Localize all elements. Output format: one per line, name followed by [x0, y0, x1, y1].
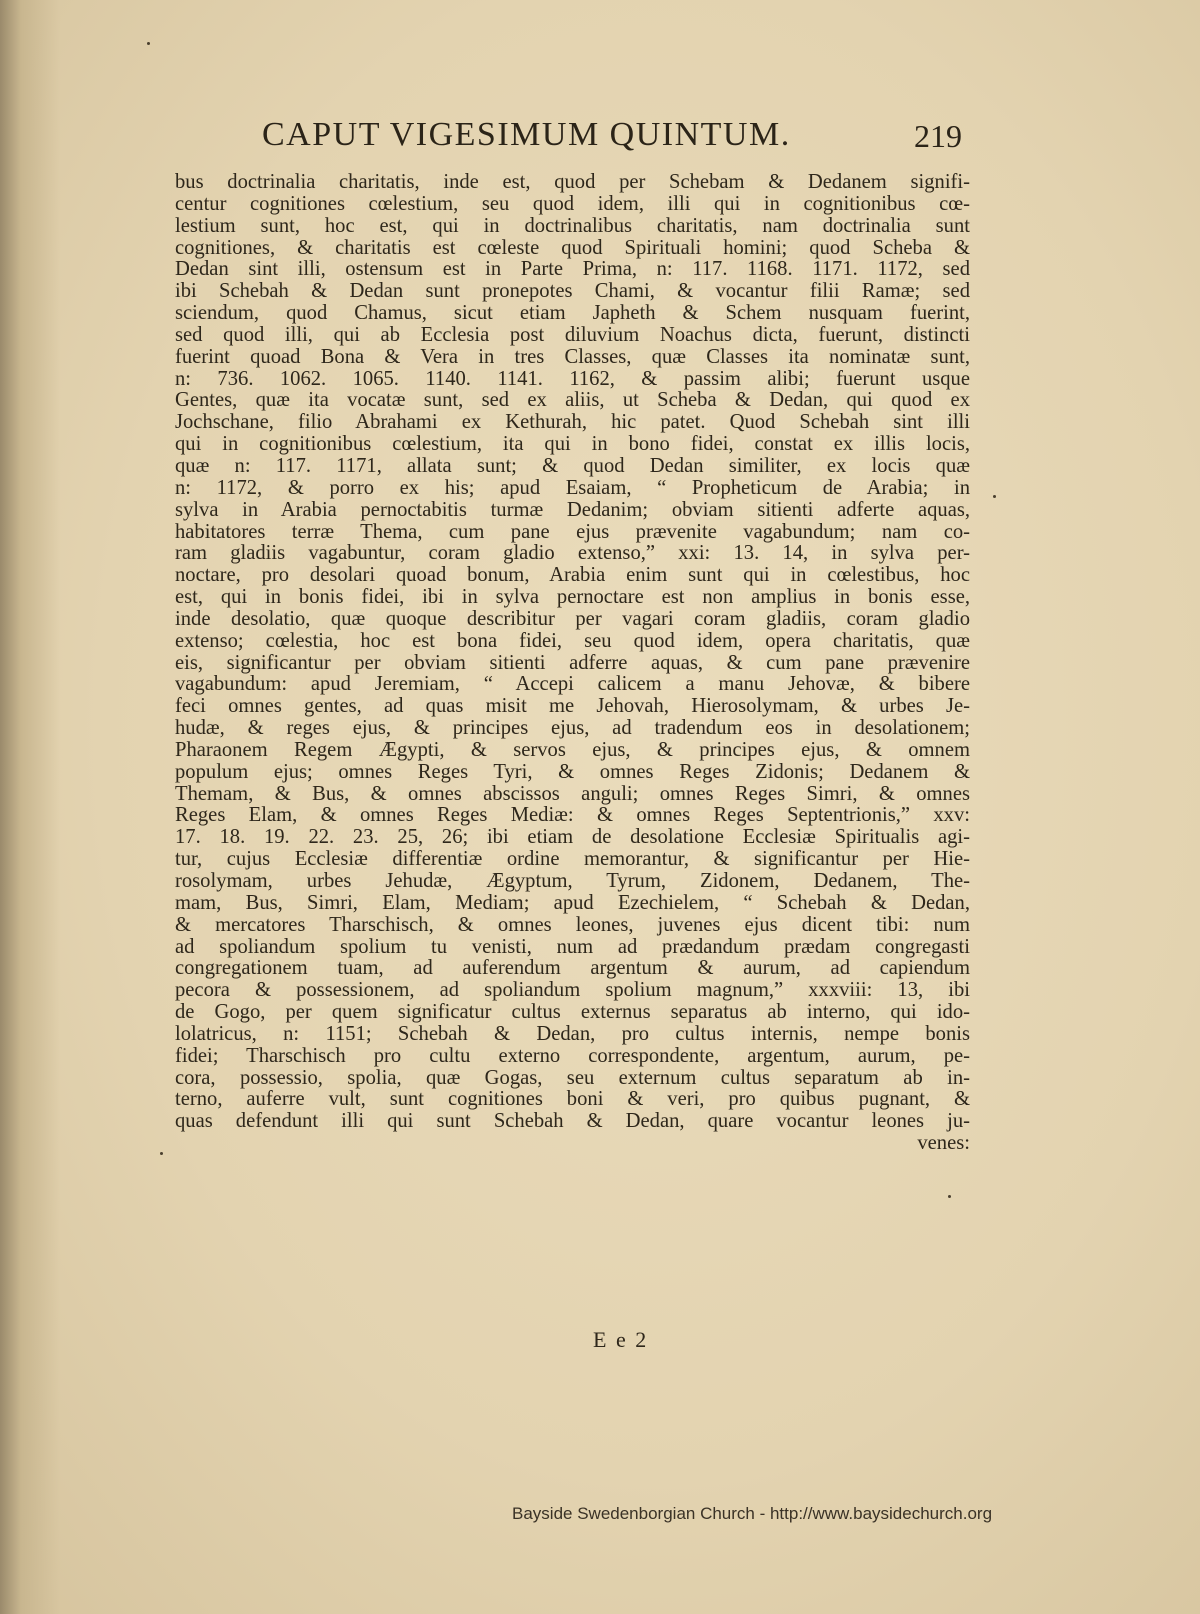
text-line: quas defendunt illi qui sunt Schebah & Dedan, quare vocantur leones ju-	[175, 1111, 970, 1133]
text-line: centur cognitiones cœlestium, seu quod idem, illi qui in cognitionibus cœ-	[175, 193, 970, 215]
text-line: Themam, & Bus, & omnes abscissos anguli; omnes Reges Simri, & omnes	[175, 783, 970, 805]
catchword: venes:	[917, 1133, 970, 1155]
text-line: bus doctrinalia charitatis, inde est, quod per Schebam & Dedanem signifi-	[175, 172, 970, 193]
text-line: tur, cujus Ecclesiæ differentiæ ordine memorantur, & significantur per Hie-	[175, 849, 970, 871]
page-number: 219	[914, 118, 962, 154]
book-gutter-shadow	[0, 0, 60, 1614]
text-line: noctare, pro desolari quoad bonum, Arabia enim sunt qui in cœlestibus, hoc	[175, 565, 970, 587]
text-line: cora, possessio, spolia, quæ Gogas, seu externum cultus separatum ab in-	[175, 1067, 970, 1089]
text-line: qui in cognitionibus cœlestium, ita qui in bono fidei, constat ex illis locis,	[175, 434, 970, 456]
signature-mark: E e 2	[593, 1327, 649, 1352]
text-line: inde desolatio, quæ quoque describitur per vagari coram gladiis, coram gladio	[175, 608, 970, 630]
text-line: n: 1172, & porro ex his; apud Esaiam, “ Propheticum de Arabia; in	[175, 477, 970, 499]
text-line: populum ejus; omnes Reges Tyri, & omnes Reges Zidonis; Dedanem &	[175, 761, 970, 783]
text-line: terno, auferre vult, sunt cognitiones boni & veri, pro quibus pugnant, &	[175, 1089, 970, 1111]
text-line: pecora & possessionem, ad spoliandum spolium magnum,” xxxviii: 13, ibi	[175, 980, 970, 1002]
text-line: quæ n: 117. 1171, allata sunt; & quod Dedan similiter, ex locis quæ	[175, 455, 970, 477]
paper-speck	[147, 42, 150, 45]
text-line: sed quod illi, qui ab Ecclesia post diluvium Noachus dicta, fuerunt, distincti	[175, 324, 970, 346]
text-line: Jochschane, filio Abrahami ex Kethurah, hic patet. Quod Schebah sint illi	[175, 412, 970, 434]
text-line: cognitiones, & charitatis est cœleste quod Spirituali homini; quod Scheba &	[175, 237, 970, 259]
text-line: mam, Bus, Simri, Elam, Mediam; apud Ezechielem, “ Schebah & Dedan,	[175, 892, 970, 914]
text-line: congregationem tuam, ad auferendum argentum & aurum, ad capiendum	[175, 958, 970, 980]
text-line: sciendum, quod Chamus, sicut etiam Japheth & Schem nusquam fuerint,	[175, 303, 970, 325]
text-line: hudæ, & reges ejus, & principes ejus, ad tradendum eos in desolationem;	[175, 718, 970, 740]
text-line: ad spoliandum spolium tu venisti, num ad prædandum prædam congregasti	[175, 936, 970, 958]
text-line: fidei; Tharschisch pro cultu externo correspondente, argentum, aurum, pe-	[175, 1045, 970, 1067]
text-line: fuerint quoad Bona & Vera in tres Classes, quæ Classes ita nominatæ sunt,	[175, 346, 970, 368]
text-line: ram gladiis vagabuntur, coram gladio extenso,” xxi: 13. 14, in sylva per-	[175, 543, 970, 565]
paper-speck	[993, 495, 996, 498]
text-line: extenso; cœlestia, hoc est bona fidei, seu quod idem, opera charitatis, quæ	[175, 630, 970, 652]
page-header	[262, 116, 962, 166]
text-line: vagabundum: apud Jeremiam, “ Accepi calicem a manu Jehovæ, & bibere	[175, 674, 970, 696]
text-line: Reges Elam, & omnes Reges Mediæ: & omnes Reges Septentrionis,” xxv:	[175, 805, 970, 827]
watermark-text: Bayside Swedenborgian Church - http://www.baysidechurch.org	[512, 1504, 993, 1523]
text-line: Pharaonem Regem Ægypti, & servos ejus, & principes ejus, & omnem	[175, 739, 970, 761]
paper-speck	[160, 1152, 163, 1155]
text-line: eis, significantur per obviam sitienti adferre aquas, & cum pane prævenire	[175, 652, 970, 674]
text-line: de Gogo, per quem significatur cultus externus separatus ab interno, qui ido-	[175, 1002, 970, 1024]
text-line: ibi Schebah & Dedan sunt pronepotes Chami, & vocantur filii Ramæ; sed	[175, 281, 970, 303]
text-line: rosolymam, urbes Jehudæ, Ægyptum, Tyrum, Zidonem, Dedanem, The-	[175, 871, 970, 892]
running-head: CAPUT VIGESIMUM QUINTUM.	[262, 116, 791, 153]
text-line: Gentes, quæ ita vocatæ sunt, sed ex aliis, ut Scheba & Dedan, qui quod ex	[175, 390, 970, 412]
text-line: 17. 18. 19. 22. 23. 25, 26; ibi etiam de desolatione Ecclesiæ Spiritualis agi-	[175, 827, 970, 849]
text-line: habitatores terræ Thema, cum pane ejus prævenite vagabundum; nam co-	[175, 521, 970, 543]
text-line: feci omnes gentes, ad quas misit me Jehovah, Hierosolymam, & urbes Je-	[175, 696, 970, 718]
text-line: lolatricus, n: 1151; Schebah & Dedan, pro cultus internis, nempe bonis	[175, 1023, 970, 1045]
text-line: n: 736. 1062. 1065. 1140. 1141. 1162, & passim alibi; fuerunt usque	[175, 368, 970, 390]
paper-speck	[948, 1195, 951, 1198]
text-line: Dedan sint illi, ostensum est in Parte Prima, n: 117. 1168. 1171. 1172, sed	[175, 259, 970, 281]
body-text	[175, 172, 970, 1155]
text-line: & mercatores Tharschisch, & omnes leones, juvenes ejus dicent tibi: num	[175, 914, 970, 936]
text-line: lestium sunt, hoc est, qui in doctrinalibus charitatis, nam doctrinalia sunt	[175, 215, 970, 237]
text-line: sylva in Arabia pernoctabitis turmæ Dedanim; obviam sitienti adferte aquas,	[175, 499, 970, 521]
text-line: est, qui in bonis fidei, ibi in sylva pernoctare est non amplius in bonis esse,	[175, 587, 970, 609]
